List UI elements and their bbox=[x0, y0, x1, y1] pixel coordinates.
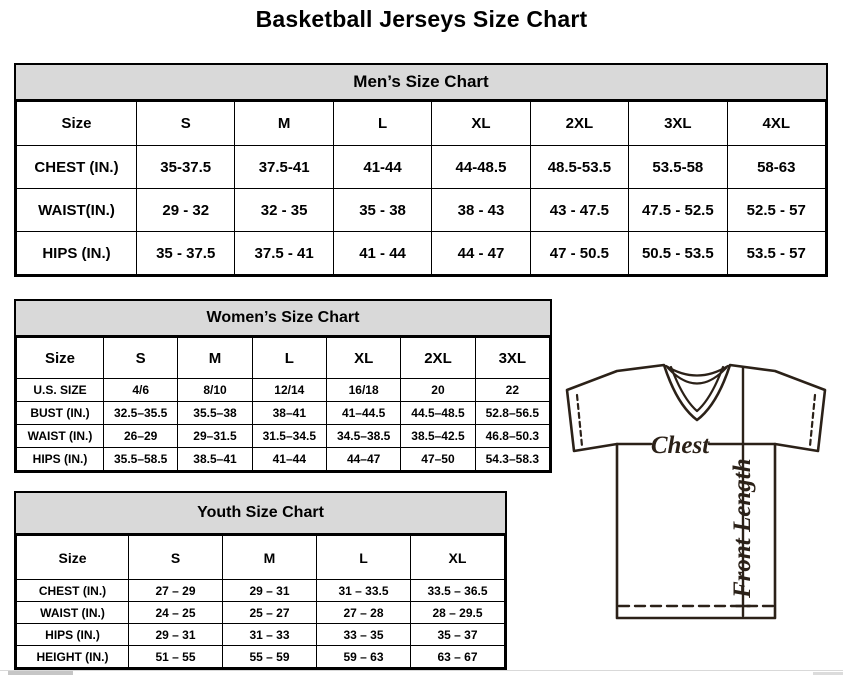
size-value-cell: 38–41 bbox=[252, 402, 326, 425]
size-value-cell: 29 - 32 bbox=[137, 189, 235, 232]
size-value-cell: 26–29 bbox=[104, 425, 178, 448]
column-header: M bbox=[223, 536, 317, 580]
row-label: HIPS (IN.) bbox=[17, 448, 104, 471]
size-value-cell: 29 – 31 bbox=[129, 624, 223, 646]
size-value-cell: 50.5 - 53.5 bbox=[629, 232, 727, 275]
size-value-cell: 41-44 bbox=[333, 146, 431, 189]
row-label: CHEST (IN.) bbox=[17, 146, 137, 189]
size-value-cell: 32.5–35.5 bbox=[104, 402, 178, 425]
mens-chart-title: Men’s Size Chart bbox=[16, 65, 826, 101]
size-value-cell: 38.5–42.5 bbox=[401, 425, 475, 448]
size-header-row bbox=[17, 338, 550, 379]
size-value-cell: 31.5–34.5 bbox=[252, 425, 326, 448]
size-value-cell: 8/10 bbox=[178, 379, 252, 402]
size-value-cell: 25 – 27 bbox=[223, 602, 317, 624]
table-row bbox=[17, 624, 505, 646]
row-label: U.S. SIZE bbox=[17, 379, 104, 402]
table-row bbox=[17, 580, 505, 602]
size-value-cell: 44.5–48.5 bbox=[401, 402, 475, 425]
size-value-cell: 29–31.5 bbox=[178, 425, 252, 448]
size-value-cell: 63 – 67 bbox=[411, 646, 505, 668]
size-value-cell: 38 - 43 bbox=[432, 189, 530, 232]
size-value-cell: 58-63 bbox=[727, 146, 825, 189]
womens-size-chart bbox=[14, 299, 552, 473]
table-row bbox=[17, 189, 826, 232]
size-value-cell: 47.5 - 52.5 bbox=[629, 189, 727, 232]
size-value-cell: 47–50 bbox=[401, 448, 475, 471]
size-value-cell: 35-37.5 bbox=[137, 146, 235, 189]
horizontal-scrollbar-track[interactable] bbox=[0, 670, 843, 671]
row-label: HIPS (IN.) bbox=[17, 624, 129, 646]
youth-size-table bbox=[16, 535, 505, 668]
page-title: Basketball Jerseys Size Chart bbox=[255, 6, 588, 32]
size-value-cell: 35 - 38 bbox=[333, 189, 431, 232]
size-value-cell: 32 - 35 bbox=[235, 189, 333, 232]
column-header: 3XL bbox=[629, 102, 727, 146]
size-value-cell: 4/6 bbox=[104, 379, 178, 402]
size-value-cell: 35.5–38 bbox=[178, 402, 252, 425]
size-value-cell: 52.5 - 57 bbox=[727, 189, 825, 232]
jersey-outline-icon bbox=[567, 365, 825, 618]
size-value-cell: 44–47 bbox=[326, 448, 400, 471]
horizontal-scrollbar-thumb[interactable] bbox=[8, 671, 73, 675]
column-header: L bbox=[252, 338, 326, 379]
row-label: WAIST (IN.) bbox=[17, 425, 104, 448]
table-row bbox=[17, 232, 826, 275]
size-value-cell: 31 – 33.5 bbox=[317, 580, 411, 602]
row-label: HEIGHT (IN.) bbox=[17, 646, 129, 668]
size-value-cell: 41–44 bbox=[252, 448, 326, 471]
column-header: 4XL bbox=[727, 102, 825, 146]
size-header-row bbox=[17, 102, 826, 146]
size-value-cell: 41–44.5 bbox=[326, 402, 400, 425]
size-value-cell: 44-48.5 bbox=[432, 146, 530, 189]
size-value-cell: 43 - 47.5 bbox=[530, 189, 628, 232]
mens-size-chart bbox=[14, 63, 828, 277]
table-row bbox=[17, 602, 505, 624]
row-label: WAIST (IN.) bbox=[17, 602, 129, 624]
table-row bbox=[17, 448, 550, 471]
chest-label: Chest bbox=[650, 432, 710, 459]
table-row bbox=[17, 646, 505, 668]
size-value-cell: 28 – 29.5 bbox=[411, 602, 505, 624]
size-header-row bbox=[17, 536, 505, 580]
size-value-cell: 27 – 28 bbox=[317, 602, 411, 624]
size-value-cell: 35 – 37 bbox=[411, 624, 505, 646]
size-value-cell: 33 – 35 bbox=[317, 624, 411, 646]
size-value-cell: 33.5 – 36.5 bbox=[411, 580, 505, 602]
column-header: 2XL bbox=[530, 102, 628, 146]
size-value-cell: 38.5–41 bbox=[178, 448, 252, 471]
size-value-cell: 53.5 - 57 bbox=[727, 232, 825, 275]
column-header: L bbox=[317, 536, 411, 580]
size-value-cell: 22 bbox=[475, 379, 549, 402]
size-value-cell: 53.5-58 bbox=[629, 146, 727, 189]
column-header: Size bbox=[17, 536, 129, 580]
mens-size-table bbox=[16, 101, 826, 275]
womens-chart-title: Women’s Size Chart bbox=[16, 301, 550, 337]
size-value-cell: 35.5–58.5 bbox=[104, 448, 178, 471]
size-value-cell: 27 – 29 bbox=[129, 580, 223, 602]
size-value-cell: 37.5 - 41 bbox=[235, 232, 333, 275]
column-header: S bbox=[137, 102, 235, 146]
size-value-cell: 47 - 50.5 bbox=[530, 232, 628, 275]
column-header: M bbox=[235, 102, 333, 146]
size-value-cell: 46.8–50.3 bbox=[475, 425, 549, 448]
row-label: HIPS (IN.) bbox=[17, 232, 137, 275]
youth-chart-title: Youth Size Chart bbox=[16, 493, 505, 535]
size-value-cell: 29 – 31 bbox=[223, 580, 317, 602]
youth-size-chart bbox=[14, 491, 507, 670]
size-value-cell: 31 – 33 bbox=[223, 624, 317, 646]
jersey-measurement-diagram bbox=[560, 358, 836, 630]
column-header: XL bbox=[326, 338, 400, 379]
column-header: Size bbox=[17, 102, 137, 146]
column-header: 2XL bbox=[401, 338, 475, 379]
size-value-cell: 55 – 59 bbox=[223, 646, 317, 668]
table-row bbox=[17, 425, 550, 448]
horizontal-scrollbar-end bbox=[813, 672, 843, 675]
size-value-cell: 20 bbox=[401, 379, 475, 402]
column-header: L bbox=[333, 102, 431, 146]
size-value-cell: 37.5-41 bbox=[235, 146, 333, 189]
size-value-cell: 51 – 55 bbox=[129, 646, 223, 668]
row-label: BUST (IN.) bbox=[17, 402, 104, 425]
size-value-cell: 59 – 63 bbox=[317, 646, 411, 668]
table-row bbox=[17, 146, 826, 189]
size-value-cell: 41 - 44 bbox=[333, 232, 431, 275]
size-value-cell: 54.3–58.3 bbox=[475, 448, 549, 471]
size-value-cell: 48.5-53.5 bbox=[530, 146, 628, 189]
column-header: M bbox=[178, 338, 252, 379]
size-value-cell: 34.5–38.5 bbox=[326, 425, 400, 448]
front-length-label: Front Length bbox=[729, 458, 756, 598]
column-header: 3XL bbox=[475, 338, 549, 379]
column-header: XL bbox=[432, 102, 530, 146]
row-label: CHEST (IN.) bbox=[17, 580, 129, 602]
size-value-cell: 16/18 bbox=[326, 379, 400, 402]
column-header: S bbox=[104, 338, 178, 379]
size-value-cell: 35 - 37.5 bbox=[137, 232, 235, 275]
column-header: XL bbox=[411, 536, 505, 580]
column-header: Size bbox=[17, 338, 104, 379]
womens-size-table bbox=[16, 337, 550, 471]
size-value-cell: 12/14 bbox=[252, 379, 326, 402]
size-value-cell: 24 – 25 bbox=[129, 602, 223, 624]
row-label: WAIST(IN.) bbox=[17, 189, 137, 232]
table-row bbox=[17, 402, 550, 425]
table-row bbox=[17, 379, 550, 402]
column-header: S bbox=[129, 536, 223, 580]
size-value-cell: 52.8–56.5 bbox=[475, 402, 549, 425]
size-value-cell: 44 - 47 bbox=[432, 232, 530, 275]
